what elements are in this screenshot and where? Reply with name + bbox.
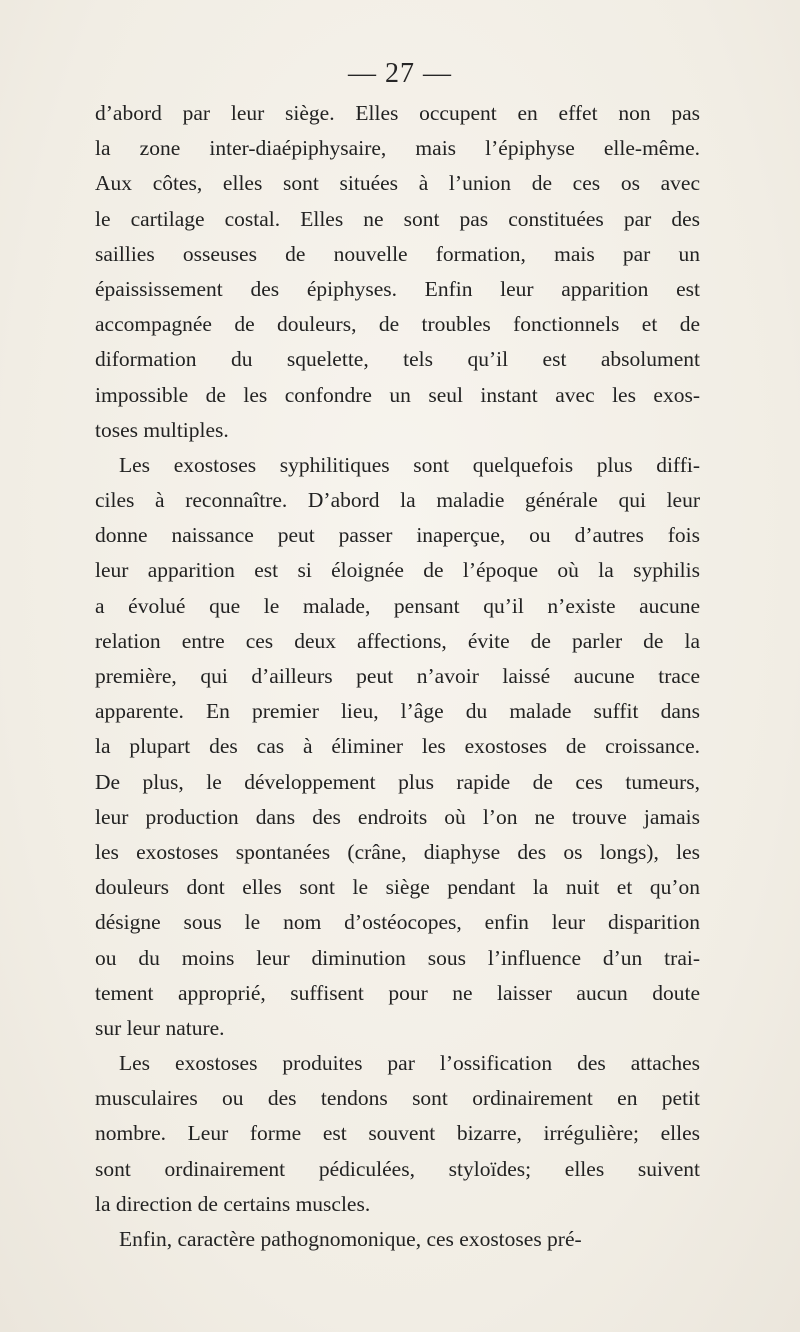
text-line: accompagnée de douleurs, de troubles fonctionnels et de	[95, 312, 700, 337]
text-line: musculaires ou des tendons sont ordinairement en petit	[95, 1086, 700, 1111]
text-line: Aux côtes, elles sont situées à l’union de ces os avec	[95, 171, 700, 196]
text-line: Les exostoses syphilitiques sont quelquefois plus diffi-	[119, 452, 700, 477]
text-line: apparente. En premier lieu, l’âge du malade suffit dans	[95, 699, 700, 724]
text-line: tement approprié, suffisent pour ne laisser aucun doute	[95, 980, 700, 1005]
text-line: saillies osseuses de nouvelle formation, mais par un	[95, 241, 700, 266]
text-line: impossible de les confondre un seul instant avec les exos-	[95, 382, 700, 407]
text-line: diformation du squelette, tels qu’il est absolument	[95, 347, 700, 372]
text-line: ou du moins leur diminution sous l’influence d’un trai-	[95, 945, 700, 970]
text-line: donne naissance peut passer inaperçue, ou d’autres fois	[95, 523, 700, 548]
text-line: sont ordinairement pédiculées, styloïdes; elles suivent	[95, 1156, 700, 1181]
text-line: épaississement des épiphyses. Enfin leur apparition est	[95, 276, 700, 301]
text-line: a évolué que le malade, pensant qu’il n’existe aucune	[95, 593, 700, 618]
text-line: relation entre ces deux affections, évite de parler de la	[95, 628, 700, 653]
page-number: — 27 —	[348, 58, 452, 89]
text-line: De plus, le développement plus rapide de ces tumeurs,	[95, 769, 700, 794]
text-line: Les exostoses produites par l’ossification des attaches	[119, 1051, 700, 1076]
text-line: toses multiples.	[95, 417, 229, 442]
text-line: leur apparition est si éloignée de l’époque où la syphilis	[95, 558, 700, 583]
text-line: Enfin, caractère pathognomonique, ces exostoses pré-	[119, 1227, 582, 1251]
text-line: le cartilage costal. Elles ne sont pas constituées par des	[95, 206, 700, 231]
text-line: première, qui d’ailleurs peut n’avoir laissé aucune trace	[95, 664, 700, 688]
text-line: la zone inter-diaépiphysaire, mais l’épiphyse elle-même.	[95, 136, 700, 161]
text-line: la plupart des cas à éliminer les exostoses de croissance.	[95, 734, 700, 759]
text-line: nombre. Leur forme est souvent bizarre, irrégulière; elles	[95, 1121, 700, 1146]
text-line: sur leur nature.	[95, 1015, 225, 1040]
text-line: leur production dans des endroits où l’on ne trouve jamais	[95, 804, 700, 829]
text-line: désigne sous le nom d’ostéocopes, enfin leur disparition	[95, 910, 700, 935]
text-line: ciles à reconnaître. D’abord la maladie générale qui leur	[95, 488, 700, 513]
text-line: d’abord par leur siège. Elles occupent en effet non pas	[95, 101, 700, 125]
body-text	[95, 96, 700, 1257]
text-line: les exostoses spontanées (crâne, diaphyse des os longs), les	[95, 839, 700, 864]
text-line: douleurs dont elles sont le siège pendant la nuit et qu’on	[95, 875, 700, 900]
text-line: la direction de certains muscles.	[95, 1191, 371, 1216]
